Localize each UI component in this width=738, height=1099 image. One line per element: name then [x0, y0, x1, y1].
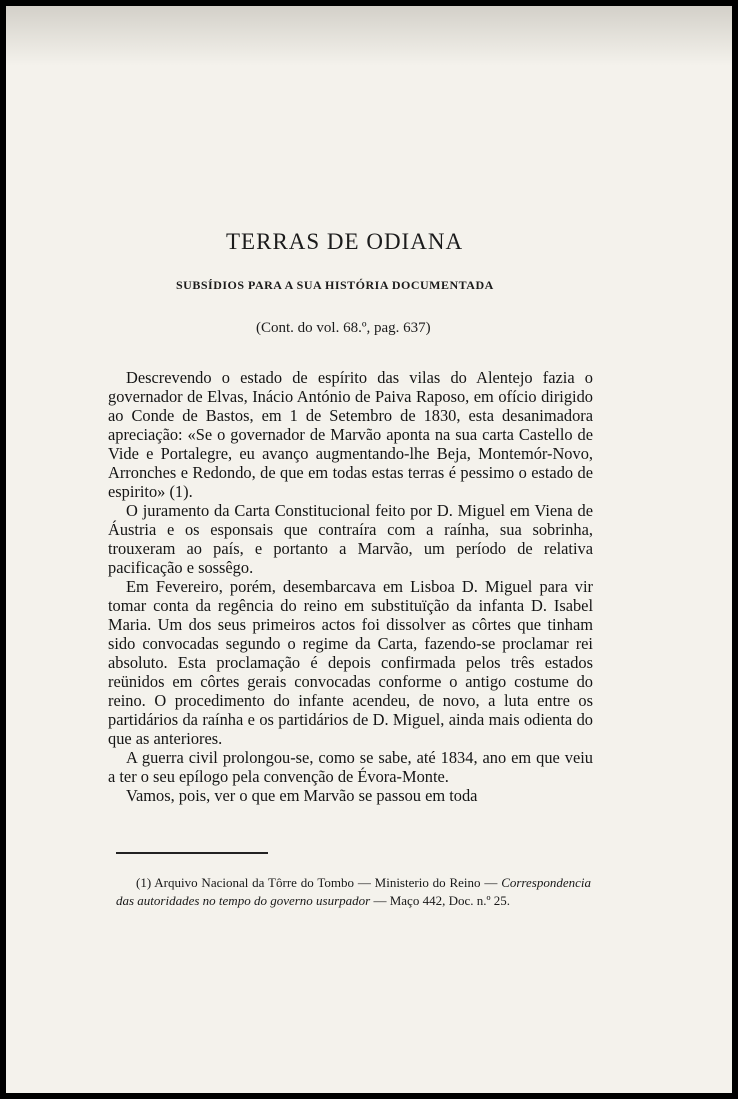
- page-stain: [6, 6, 732, 66]
- document-page: [6, 6, 732, 1093]
- paragraph: Em Fevereiro, porém, desembarcava em Lisboa D. Miguel para vir tomar conta da regência do reino em substituïção da infanta D. Isabel Maria. Um dos seus primeiros actos foi dissolver as côrtes que tinham sido convocadas segundo o regime da Carta, fazendo-se proclamar rei absoluto. Esta proclamação é depois confirmada pelos três estados reünidos em côrtes gerais convocadas conforme o antigo costume do reino. O procedimento do infante acendeu, de novo, a luta entre os partidários da raínha e os partidários de D. Miguel, ainda mais odienta do que as anteriores.: [108, 577, 593, 748]
- page-title: TERRAS DE ODIANA: [226, 229, 464, 254]
- paragraph: O juramento da Carta Constitucional feito por D. Miguel em Viena de Áustria e os esponsais que contraíra com a raínha, sua sobrinha, trouxeram ao país, e portanto a Marvão, um período de relativa pacificação e sossêgo.: [108, 501, 593, 577]
- paragraph: Descrevendo o estado de espírito das vilas do Alentejo fazia o governador de Elvas, Inácio António de Paiva Raposo, em ofício dirigido ao Conde de Bastos, em 1 de Setembro de 1830, esta desanimadora apreciação: «Se o governador de Marvão aponta na sua carta Castello de Vide e Portalegre, eu avanço augmentando-lhe Beja, Montemór-Novo, Arronches e Redondo, de que em todas estas terras é pessimo o estado de espirito» (1).: [108, 368, 593, 501]
- footnote-text: [116, 874, 591, 910]
- footnote-divider: [116, 852, 268, 854]
- paragraph: Vamos, pois, ver o que em Marvão se passou em toda: [126, 786, 478, 805]
- footnote-tail: — Maço 442, Doc. n.º 25.: [370, 893, 511, 908]
- page-subtitle: SUBSÍDIOS PARA A SUA HISTÓRIA DOCUMENTADA: [176, 278, 494, 292]
- footnote-italic: Correspondencia das autoridades no tempo do governo usurpador: [116, 875, 591, 908]
- footnote-lead: (1) Arquivo Nacional da Tôrre do Tombo — Ministerio do Reino —: [136, 875, 502, 890]
- body-text: [108, 368, 593, 805]
- continuation-note: (Cont. do vol. 68.º, pag. 637): [256, 320, 431, 336]
- paragraph: A guerra civil prolongou-se, como se sabe, até 1834, ano em que veiu a ter o seu epílogo pela convenção de Évora-Monte.: [108, 748, 593, 786]
- footnote: [116, 874, 591, 910]
